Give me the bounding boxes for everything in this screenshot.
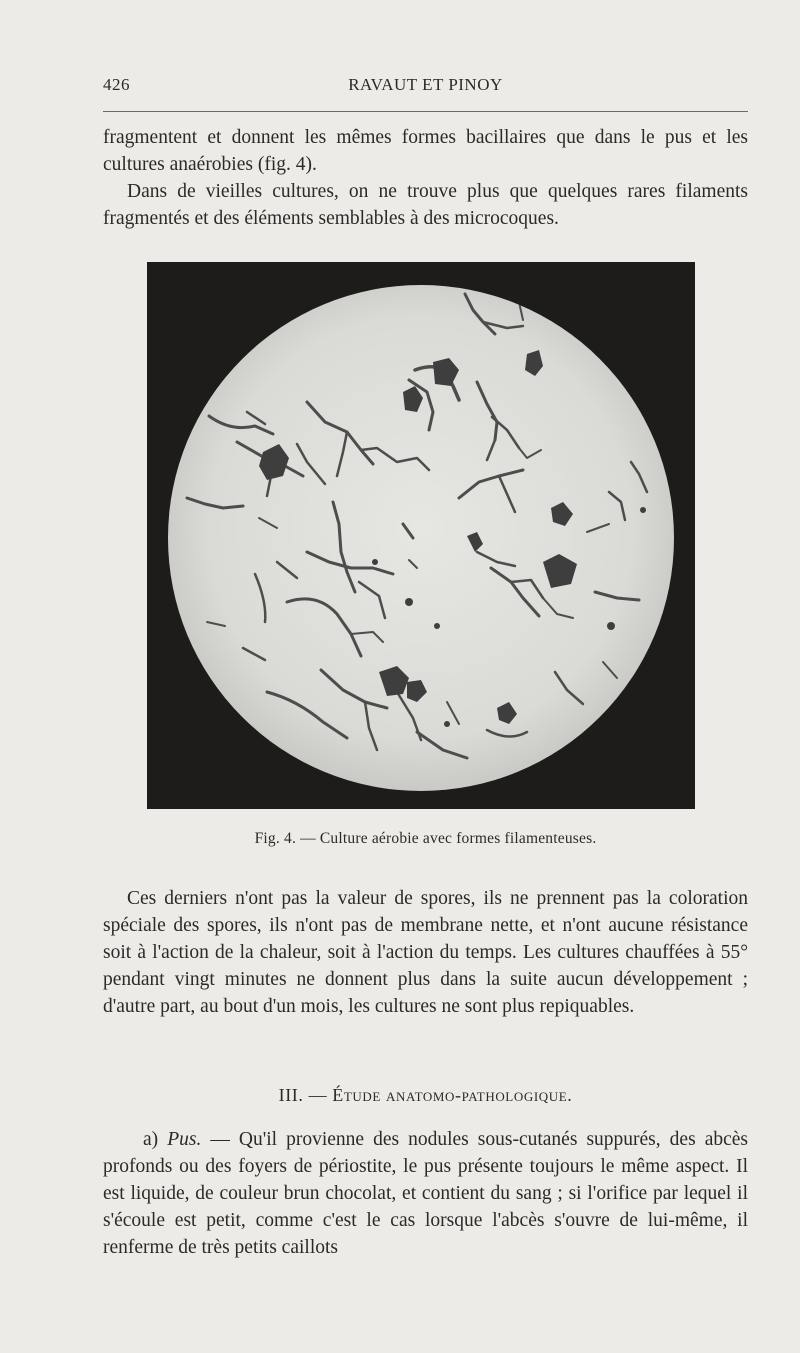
paragraph-continuation: fragmentent et donnent les mêmes formes bacillaires que dans le pus et les cultures anaérobies (fig. 4). — [103, 127, 748, 175]
figure-caption: Fig. 4. — Culture aérobie avec formes filamenteuses. — [254, 830, 597, 847]
section-heading — [103, 1085, 748, 1106]
page-number: 426 — [103, 75, 130, 94]
figure-micrograph — [147, 262, 695, 809]
section-title-text: Étude anatomo-pathologique. — [332, 1085, 573, 1105]
paragraph-old-cultures: Dans de vieilles cultures, on ne trouve plus que quelques rares filaments fragmentés et des éléments semblables à des microcoques. — [103, 181, 748, 229]
running-title: RAVAUT ET PINOY — [348, 75, 503, 94]
section-numeral: III. — — [278, 1085, 333, 1105]
pus-label: a) — [143, 1129, 168, 1150]
micrograph-image — [147, 262, 695, 809]
pus-text: — Qu'il provienne des nodules sous-cutanés suppurés, des abcès profonds ou des foyers de périostite, le pus présente toujours le même aspect. Il est liquide, de couleur brun chocolat, et contient du sang ; si l'orifice par lequel il s'écoule est petit, comme c'est le cas lorsque l'abcès s'ouvre de lui-même, il renferme de très petits caillots — [103, 1129, 748, 1258]
pus-label-name: Pus. — [167, 1129, 202, 1150]
microscope-field — [168, 285, 674, 791]
page-header — [103, 72, 748, 98]
header-rule — [103, 111, 748, 112]
paragraph-pus — [103, 1126, 748, 1261]
paragraph-spores: Ces derniers n'ont pas la valeur de spores, ils ne prennent pas la coloration spéciale des spores, ils n'ont pas de membrane nette, et n'ont aucune résistance soit à l'action de la chaleur, soit à l'action du temps. Les cultures chauffées à 55° pendant vingt minutes ne donnent plus dans la suite aucun développement ; d'autre part, au bout d'un mois, les cultures ne sont plus repiquables. — [103, 888, 748, 1017]
